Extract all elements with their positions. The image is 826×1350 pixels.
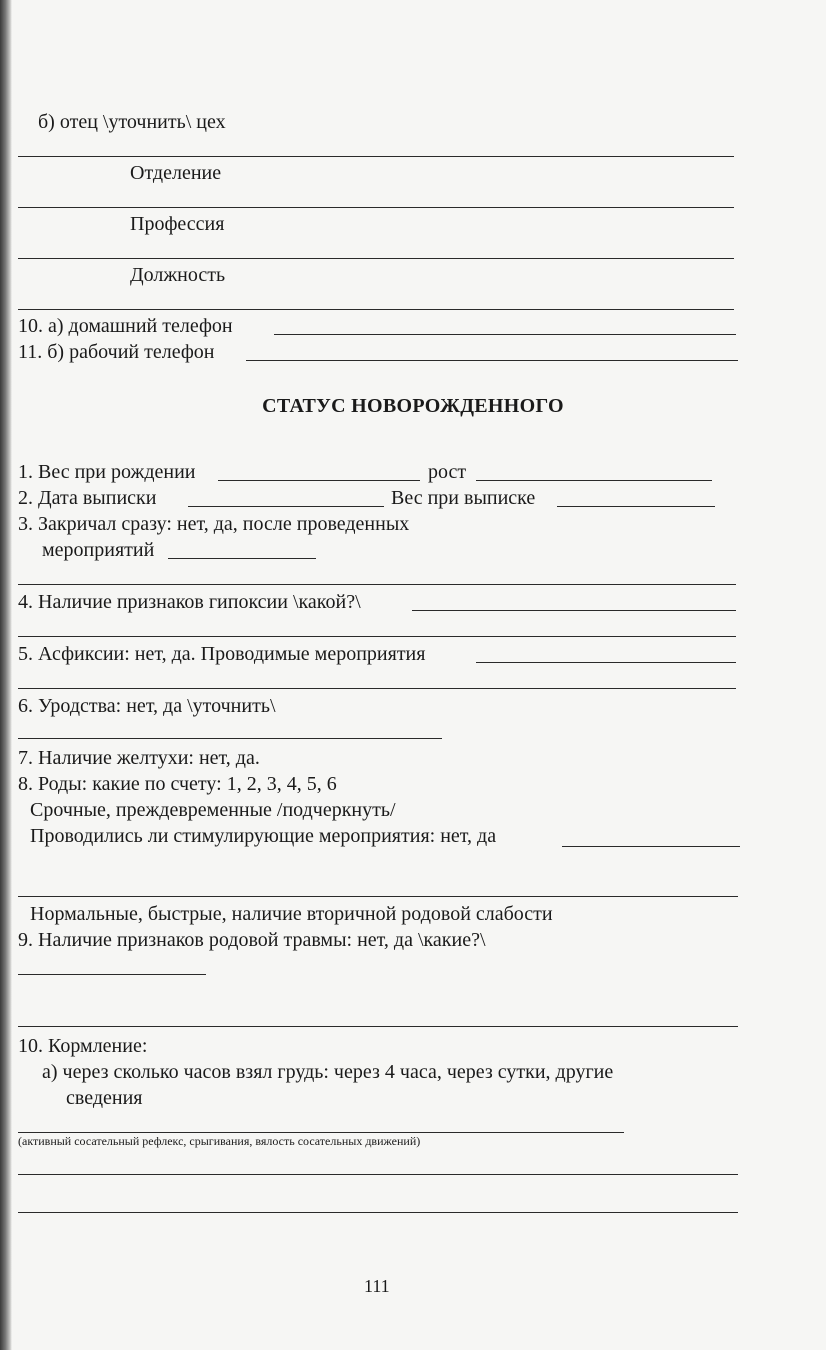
stimulating-label: Проводились ли стимулирующие мероприятия: нет, да xyxy=(30,825,497,847)
stimulating-field[interactable] xyxy=(562,846,740,847)
hypoxia-label: 4. Наличие признаков гипоксии \какой?\ xyxy=(18,591,361,613)
asphyxia-label: 5. Асфиксии: нет, да. Проводимые мероприятия xyxy=(18,643,426,665)
asphyxia-field[interactable] xyxy=(476,662,736,663)
cried-label: 3. Закричал сразу: нет, да, после проведенных xyxy=(18,513,410,535)
jaundice-label: 7. Наличие желтухи: нет, да. xyxy=(18,747,260,769)
feeding-label: 10. Кормление: xyxy=(18,1035,148,1057)
birth-weight-field[interactable] xyxy=(218,480,420,481)
cried-extra-line[interactable] xyxy=(18,584,736,585)
measures-label: мероприятий xyxy=(42,539,155,561)
feeding-a-label: а) через сколько часов взял грудь: через 4 часа, через сутки, другие xyxy=(42,1061,614,1083)
position-line[interactable] xyxy=(18,309,734,310)
home-phone-label: 10. а) домашний телефон xyxy=(18,315,233,337)
feeding-extra-line-2[interactable] xyxy=(18,1212,738,1213)
discharge-date-label: 2. Дата выписки xyxy=(18,487,157,509)
deformities-label: 6. Уродства: нет, да \уточнить\ xyxy=(18,695,276,717)
asphyxia-extra-line[interactable] xyxy=(18,688,736,689)
work-phone-field[interactable] xyxy=(246,360,738,361)
delivery-type-label: Нормальные, быстрые, наличие вторичной родовой слабости xyxy=(30,903,553,925)
deformities-field[interactable] xyxy=(18,738,442,739)
feeding-field[interactable] xyxy=(18,1132,624,1133)
stimulating-extra-line[interactable] xyxy=(18,896,738,897)
department-label: Отделение xyxy=(130,162,222,184)
delivery-label: 8. Роды: какие по счету: 1, 2, 3, 4, 5, 6 xyxy=(18,773,337,795)
book-binding-shadow xyxy=(0,0,12,1350)
feeding-info-label: сведения xyxy=(66,1087,143,1109)
discharge-weight-label: Вес при выписке xyxy=(391,487,536,509)
department-line[interactable] xyxy=(18,207,734,208)
discharge-weight-field[interactable] xyxy=(557,506,715,507)
hypoxia-field[interactable] xyxy=(412,610,736,611)
home-phone-field[interactable] xyxy=(274,334,736,335)
position-label: Должность xyxy=(130,264,226,286)
work-phone-label: 11. б) рабочий телефон xyxy=(18,341,215,363)
father-label: б) отец \уточнить\ цех xyxy=(38,111,226,133)
height-field[interactable] xyxy=(476,480,712,481)
profession-label: Профессия xyxy=(130,213,225,235)
height-label: рост xyxy=(428,461,467,483)
birth-trauma-label: 9. Наличие признаков родовой травмы: нет, да \какие?\ xyxy=(18,929,486,951)
feeding-extra-line-1[interactable] xyxy=(18,1174,738,1175)
page-number: 111 xyxy=(364,1276,390,1296)
birth-trauma-extra-line[interactable] xyxy=(18,1026,738,1027)
delivery-term-label: Срочные, преждевременные /подчеркнуть/ xyxy=(30,799,396,821)
birth-trauma-field[interactable] xyxy=(18,974,206,975)
feeding-note: (активный сосательный рефлекс, срыгивания, вялость сосательных движений) xyxy=(18,1134,421,1148)
hypoxia-extra-line[interactable] xyxy=(18,636,736,637)
father-line[interactable] xyxy=(18,156,734,157)
measures-field[interactable] xyxy=(168,558,316,559)
profession-line[interactable] xyxy=(18,258,734,259)
birth-weight-label: 1. Вес при рождении xyxy=(18,461,196,483)
discharge-date-field[interactable] xyxy=(188,506,384,507)
section-title: СТАТУС НОВОРОЖДЕННОГО xyxy=(262,395,564,417)
